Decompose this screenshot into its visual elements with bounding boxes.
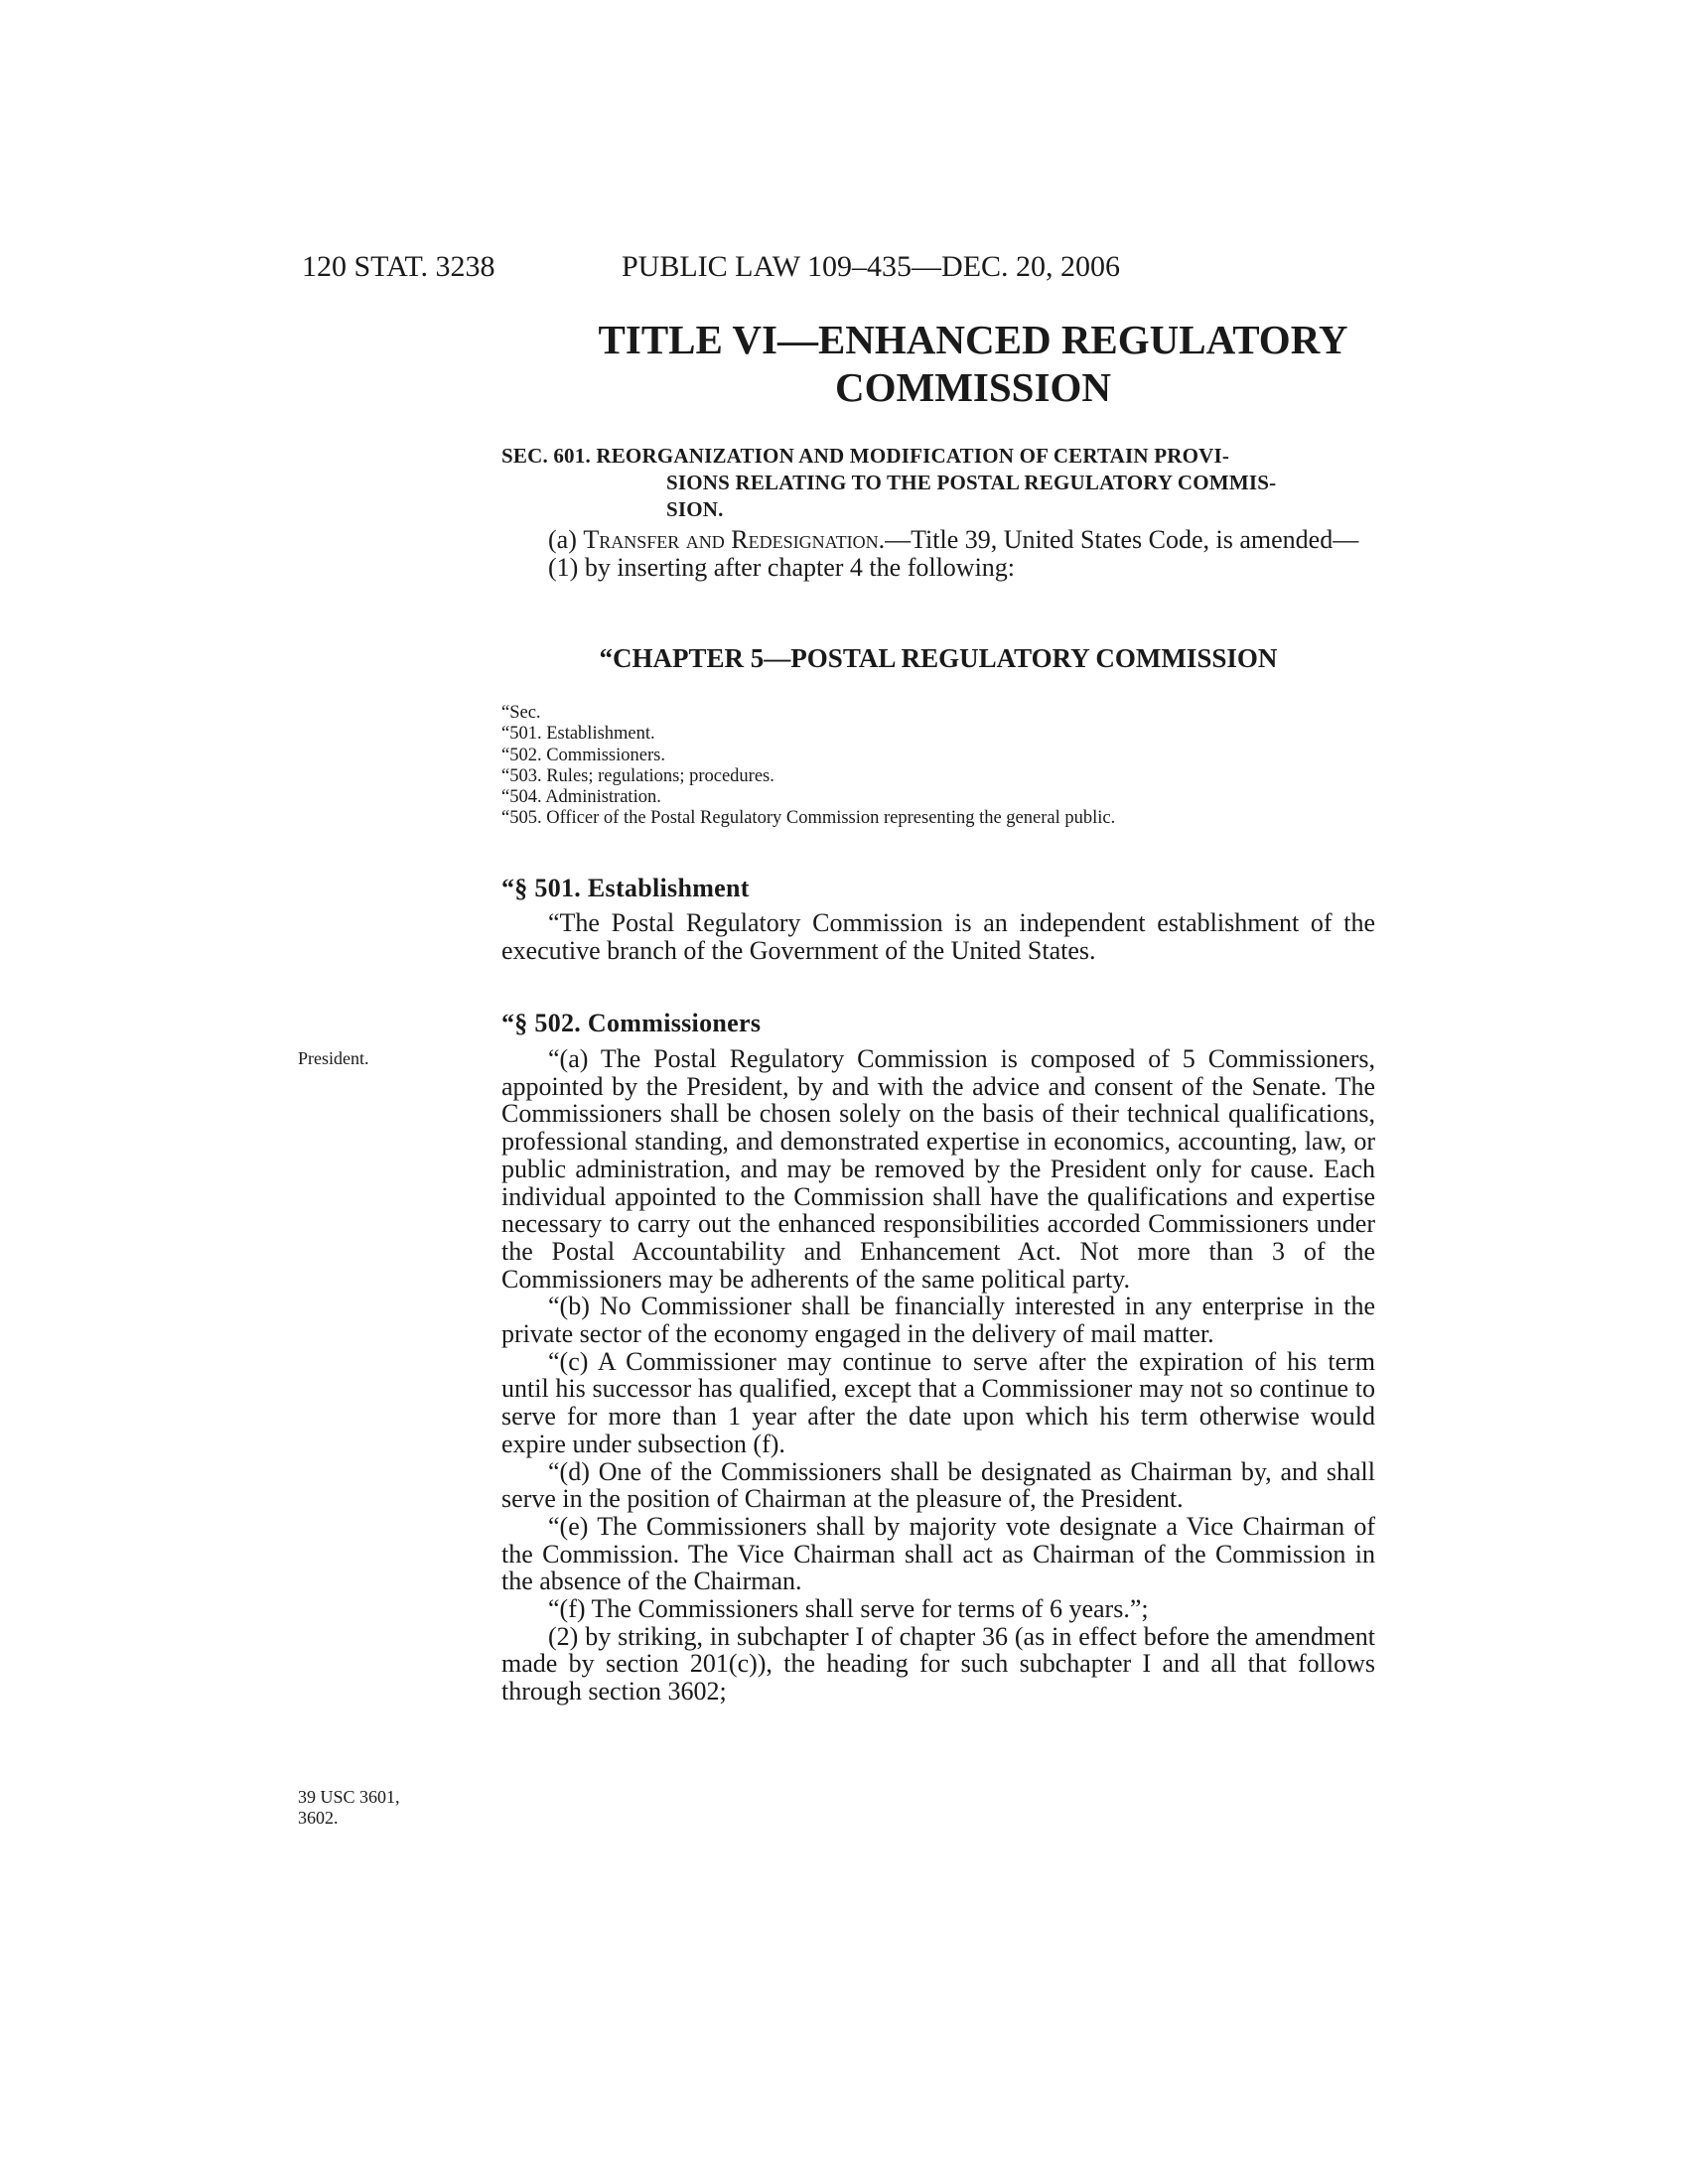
toc-row: “504. Administration.: [501, 787, 661, 808]
section-heading: [501, 443, 1375, 523]
section-502-subsection-a: “(a) The Postal Regulatory Commission is composed of 5 Commissioners, appointed by the President, by and with the advice and consent of the Senate. The Commissioners shall be chosen solely on the basis of their technical qualifications, professional standing, and demonstrated expertise in economics, accounting, law, or public administration, and may be removed by the President only for cause. Each individual appointed to the Commission shall have the qualifications and expertise necessary to carry out the enhanced responsibilities accorded Commissioners under the Postal Accountability and Enhancement Act. Not more than 3 of the Commissioners may be adherents of the same political party.: [501, 1044, 1375, 1294]
margin-note-president: President.: [298, 1048, 369, 1068]
amendment-item-1: (1) by inserting after chapter 4 the following:: [548, 552, 1016, 582]
section-502-subsection-e: “(e) The Commissioners shall by majority vote designate a Vice Chairman of the Commission. The Vice Chairman shall act as Chairman of the Commission in the absence of the Chairman.: [501, 1511, 1375, 1596]
section-501-body: [501, 909, 1375, 964]
toc-row: “503. Rules; regulations; procedures.: [501, 765, 774, 786]
toc-row: “Sec.: [501, 703, 541, 723]
toc-row: “502. Commissioners.: [501, 745, 665, 765]
section-heading-line-2: SIONS RELATING TO THE POSTAL REGULATORY COMMIS-: [666, 471, 1277, 494]
subsection-a-block: [501, 526, 1375, 581]
statute-page-number: 120 STAT. 3238: [302, 250, 495, 283]
section-502-subsection-b: “(b) No Commissioner shall be financially interested in any enterprise in the private sector of the economy engaged in the delivery of mail matter.: [501, 1292, 1375, 1349]
amendment-item-2: (2) by striking, in subchapter I of chapter 36 (as in effect before the amendment made by section 201(c)), the heading for such subchapter I and all that follows through section 3602;: [501, 1621, 1375, 1706]
margin-note-usc-line-2: 3602.: [298, 1808, 339, 1828]
section-heading-line-1: SEC. 601. REORGANIZATION AND MODIFICATION OF CERTAIN PROVI-: [501, 444, 1230, 468]
section-501-text: “The Postal Regulatory Commission is an independent establishment of the executive branch of the Government of the United States.: [501, 908, 1375, 965]
subsection-a-heading: Transfer and Redesignation: [583, 525, 879, 554]
section-502-subsection-d: “(d) One of the Commissioners shall be designated as Chairman by, and shall serve in the position of Chairman at the pleasure of, the President.: [501, 1456, 1375, 1514]
section-heading-line-3: SION.: [666, 497, 724, 521]
subsection-a-paragraph: [501, 526, 1375, 554]
margin-note-usc-line-1: 39 USC 3601,: [298, 1787, 400, 1807]
public-law-citation: PUBLIC LAW 109–435—DEC. 20, 2006: [622, 250, 1121, 283]
section-502-subsection-c: “(c) A Commissioner may continue to serve after the expiration of his term until his successor has qualified, except that a Commissioner may not so continue to serve for more than 1 year after the date upon which his term otherwise would expire under subsection (f).: [501, 1346, 1375, 1458]
section-502-body: [501, 1045, 1375, 1706]
chapter-table-of-contents: [501, 703, 1375, 830]
page-header: [0, 250, 1688, 286]
toc-row: “501. Establishment.: [501, 724, 655, 745]
chapter-heading: “CHAPTER 5—POSTAL REGULATORY COMMISSION: [599, 643, 1278, 673]
section-502-heading: “§ 502. Commissioners: [501, 1009, 762, 1037]
subsection-a-text: .—Title 39, United States Code, is amended—: [878, 525, 1359, 554]
section-502-subsection-f: “(f) The Commissioners shall serve for terms of 6 years.”;: [548, 1594, 1149, 1624]
title-line-2: COMMISSION: [835, 364, 1111, 410]
subsection-a-label: (a): [548, 525, 584, 554]
margin-note-usc: [298, 1787, 447, 1829]
title-line-1: TITLE VI—ENHANCED REGULATORY: [598, 317, 1348, 362]
title-heading: [477, 316, 1470, 411]
section-501-heading: “§ 501. Establishment: [501, 874, 750, 902]
toc-row: “505. Officer of the Postal Regulatory Commission representing the general public.: [501, 808, 1116, 829]
